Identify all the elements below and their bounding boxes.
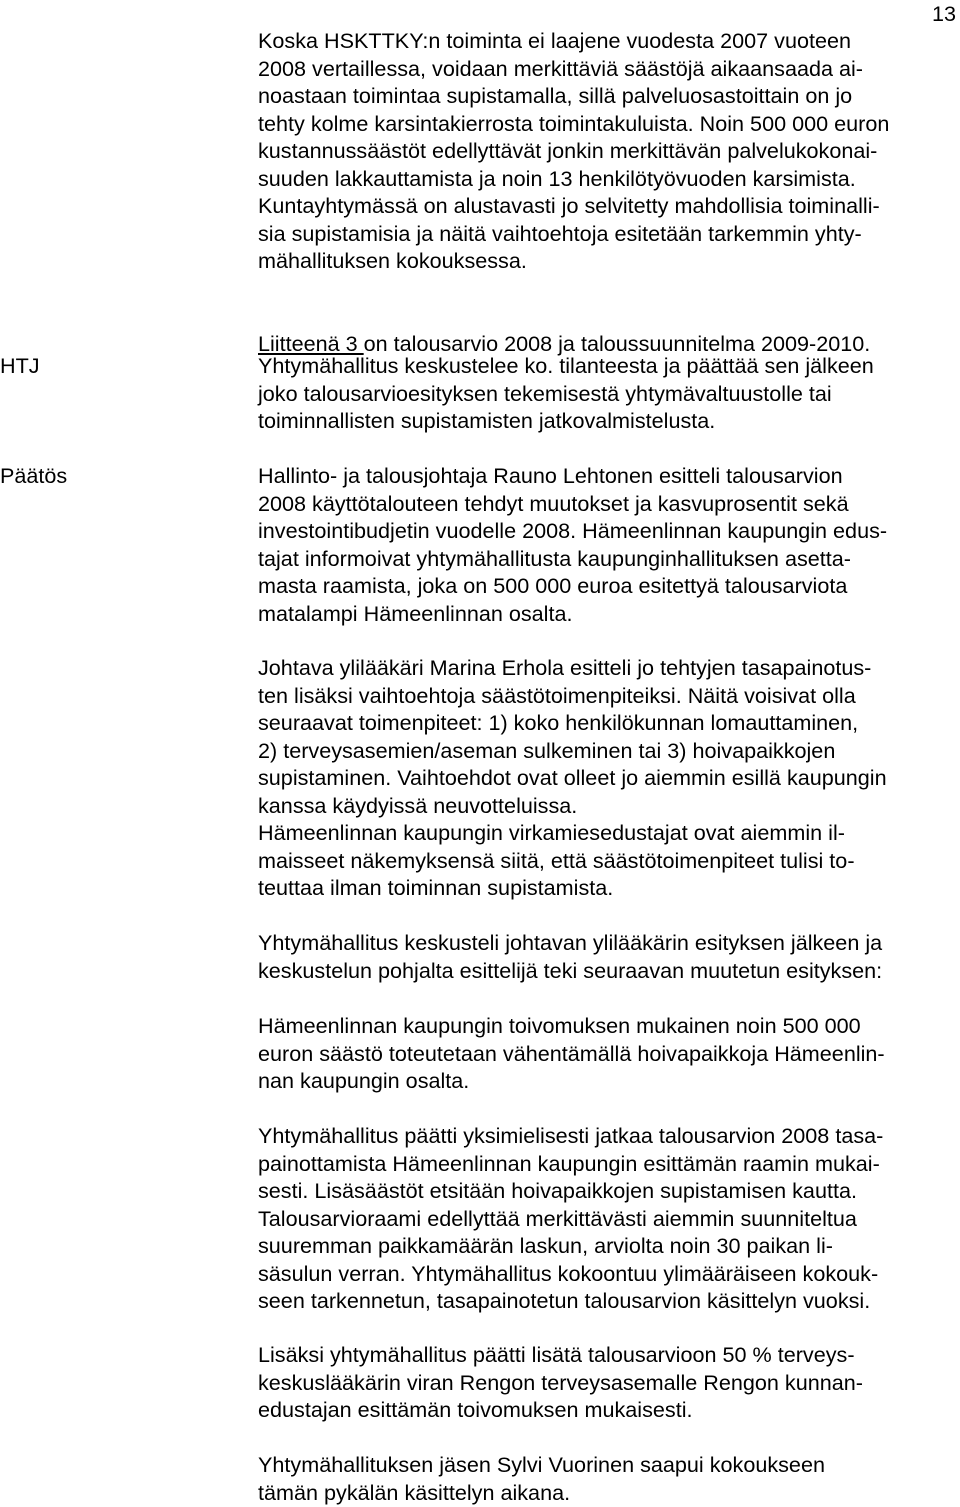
attachment-link[interactable]: Liitteenä 3 <box>258 330 364 356</box>
htj-paragraph: Yhtymähallitus keskustelee ko. tilanteesta ja päättää sen jälkeen joko talousarvioesityksen tekemisestä yhtymävaltuustolle tai toiminnallisten supistamisten jatkovalmistelusta. <box>258 353 874 433</box>
page-number: 13 <box>931 1 956 26</box>
decision-label: Päätös <box>0 463 68 488</box>
decision-paragraph-7: Yhtymähallituksen jäsen Sylvi Vuorinen saapui kokoukseen tämän pykälän käsittelyn aikana. <box>258 1452 825 1505</box>
decision-paragraph-2: Johtava ylilääkäri Marina Erhola esitteli jo tehtyjen tasapainotus- ten lisäksi vaihtoehtoja säästötoimenpiteiksi. Näitä voisivat olla seuraavat toimenpiteet: 1) koko henkilökunnan lomauttaminen, 2) terveysasemien/aseman sulkeminen tai 3) hoivapaikkojen supistaminen. Vaihtoehdot ovat olleet jo aiemmin esillä kaupungin kanssa käydyissä neuvotteluissa. Hämeenlinnan kaupungin virkamiesedustajat ovat aiemmin il- maisseet näkemyksensä siitä, että säästötoimenpiteet tulisi to- teuttaa ilman toiminnan supistamista. <box>258 655 887 900</box>
decision-paragraph-4: Hämeenlinnan kaupungin toivomuksen mukainen noin 500 000 euron säästö toteutetaan vähentämällä hoivapaikkoja Hämeenlin- nan kaupungin osalta. <box>258 1013 885 1093</box>
decision-paragraph-1: Hallinto- ja talousjohtaja Rauno Lehtonen esitteli talousarvion 2008 käyttötalouteen tehdyt muutokset ja kasvuprosentit sekä investointibudjetin vuodelle 2008. Hämeenlinnan kaupungin edus- tajat informoivat yhtymähallitusta kaupunginhallituksen asetta- masta raamista, joka on 500 000 euroa esitettyä talousarviota matalampi Hämeenlinnan osalta. <box>258 463 888 626</box>
attachment-paragraph <box>258 302 958 357</box>
intro-paragraph: Koska HSKTTKY:n toiminta ei laajene vuodesta 2007 vuoteen 2008 vertaillessa, voidaan merkittäviä säästöjä aikaansaada ai- noastaan toimintaa supistamalla, sillä palveluosastoittain on jo tehty kolme karsintakierrosta toimintakuluista. Noin 500 000 euron kustannussäästöt edellyttävät jonkin merkittävän palvelukokonai- suuden lakkauttamista ja noin 13 henkilötyövuoden karsimista. Kuntayhtymässä on alustavasti jo selvitetty mahdollisia toiminalli- sia supistamisia ja näitä vaihtoehtoja esitetään tarkemmin yhty- mähallituksen kokouksessa. <box>258 28 890 273</box>
decision-paragraph-3: Yhtymähallitus keskusteli johtavan ylilääkärin esityksen jälkeen ja keskustelun pohjalta esittelijä teki seuraavan muutetun esityksen: <box>258 930 883 983</box>
htj-label: HTJ <box>0 353 40 378</box>
attachment-text: on talousarvio 2008 ja taloussuunnitelma 2009-2010. <box>363 330 871 356</box>
decision-paragraph-6: Lisäksi yhtymähallitus päätti lisätä talousarvioon 50 % terveys- keskuslääkärin viran Rengon terveysasemalle Rengon kunnan- edustajan esittämän toivomuksen mukaisesti. <box>258 1342 863 1422</box>
decision-paragraph-5: Yhtymähallitus päätti yksimielisesti jatkaa talousarvion 2008 tasa- painottamista Hämeenlinnan kaupungin esittämän raamin mukai- sesti. Lisäsäästöt etsitään hoivapaikkojen supistamisen kautta. Talousarvioraami edellyttää merkittävästi aiemmin suunniteltua suuremman paikkamäärän laskun, arviolta noin 30 paikan li- säsulun verran. Yhtymähallitus kokoontuu ylimääräiseen kokouk- seen tarkennetun, tasapainotetun talousarvion käsittelyn vuoksi. <box>258 1123 884 1313</box>
